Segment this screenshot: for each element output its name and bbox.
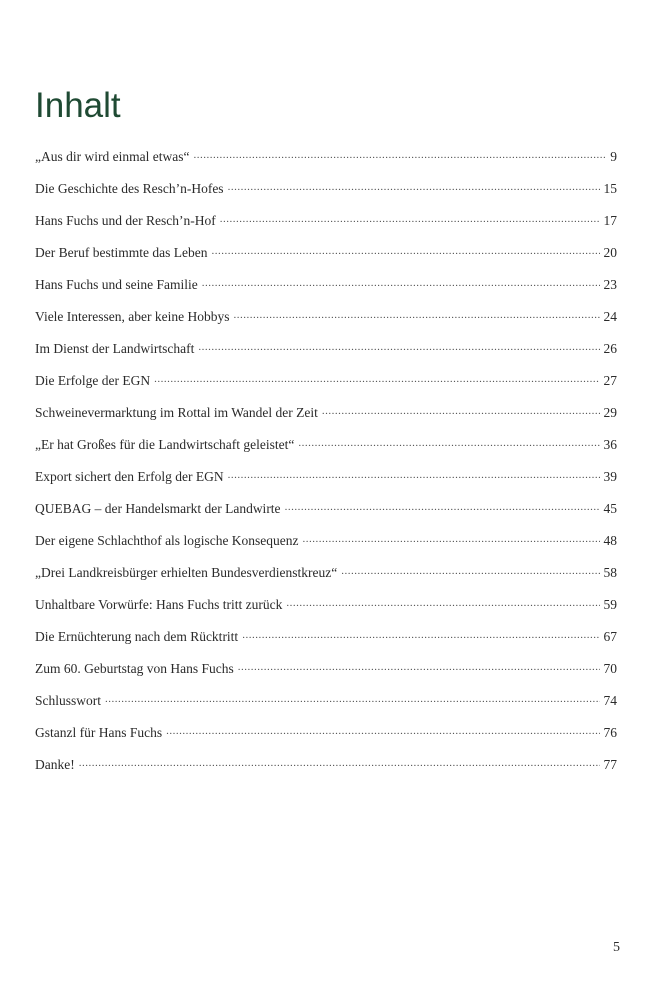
toc-entry [35, 499, 617, 531]
toc-dot-leader [228, 179, 600, 193]
toc-dot-leader [322, 403, 600, 417]
toc-entry-title: Die Geschichte des Resch’n-Hofes [35, 180, 224, 196]
toc-entry-page: 23 [603, 276, 617, 292]
toc-entry-title: Export sichert den Erfolg der EGN [35, 468, 224, 484]
toc-entry-page: 74 [603, 692, 617, 708]
toc-dot-leader [303, 531, 600, 545]
toc-entry-page: 76 [603, 724, 617, 740]
toc-dot-leader [285, 499, 600, 513]
toc-dot-leader [105, 691, 599, 705]
toc-dot-leader [193, 147, 606, 161]
toc-entry-page: 27 [603, 372, 617, 388]
toc-entry-page: 9 [610, 148, 617, 164]
toc-entry-page: 59 [603, 596, 617, 612]
toc-entry-page: 45 [603, 500, 617, 516]
toc-entry [35, 435, 617, 467]
page-number: 5 [613, 940, 620, 955]
toc-entry [35, 339, 617, 371]
toc-entry [35, 627, 617, 659]
toc-entry-title: Danke! [35, 756, 75, 772]
toc-entry-title: Die Ernüchterung nach dem Rücktritt [35, 628, 239, 644]
toc-entry-title: „Er hat Großes für die Landwirtschaft geleistet“ [35, 436, 295, 452]
toc-entry-title: Im Dienst der Landwirtschaft [35, 340, 195, 356]
toc-entry [35, 147, 617, 179]
toc-entry-title: Der Beruf bestimmte das Leben [35, 244, 208, 260]
toc-entry-page: 20 [603, 244, 617, 260]
toc-dot-leader [238, 659, 600, 673]
toc-entry-title: Zum 60. Geburtstag von Hans Fuchs [35, 660, 234, 676]
toc-entry-page: 77 [603, 756, 617, 772]
toc-entry-page: 48 [603, 532, 617, 548]
toc-entry [35, 211, 617, 243]
toc-dot-leader [242, 627, 599, 641]
toc-entry [35, 723, 617, 755]
toc-dot-leader [220, 211, 600, 225]
toc-dot-leader [341, 563, 599, 577]
toc-dot-leader [298, 435, 599, 449]
toc-entry-page: 15 [603, 180, 617, 196]
toc-entry [35, 755, 617, 787]
toc-entry [35, 403, 617, 435]
toc-entry [35, 531, 617, 563]
toc-entry-title: „Aus dir wird einmal etwas“ [35, 148, 190, 164]
toc-entry-title: Gstanzl für Hans Fuchs [35, 724, 163, 740]
toc-entry-page: 17 [603, 212, 617, 228]
toc-entry-title: Viele Interessen, aber keine Hobbys [35, 308, 230, 324]
toc-dot-leader [211, 243, 599, 257]
toc-dot-leader [234, 307, 600, 321]
toc-dot-leader [79, 755, 600, 769]
page-title: Inhalt [35, 86, 121, 125]
toc-entry-page: 36 [603, 436, 617, 452]
toc-entry-page: 29 [603, 404, 617, 420]
toc-entry [35, 371, 617, 403]
toc-entry-page: 26 [603, 340, 617, 356]
toc-entry-page: 70 [603, 660, 617, 676]
toc-entry [35, 275, 617, 307]
toc-entry-title: Schlusswort [35, 692, 102, 708]
toc-entry [35, 179, 617, 211]
toc-entry-title: Der eigene Schlachthof als logische Konsequenz [35, 532, 299, 548]
table-of-contents [35, 147, 617, 787]
toc-entry-title: Schweinevermarktung im Rottal im Wandel der Zeit [35, 404, 318, 420]
toc-dot-leader [154, 371, 599, 385]
toc-entry-page: 24 [603, 308, 617, 324]
toc-entry [35, 243, 617, 275]
toc-dot-leader [202, 275, 600, 289]
toc-entry-title: Die Erfolge der EGN [35, 372, 151, 388]
toc-entry-title: Unhaltbare Vorwürfe: Hans Fuchs tritt zurück [35, 596, 283, 612]
toc-dot-leader [198, 339, 599, 353]
toc-entry [35, 595, 617, 627]
toc-entry-page: 58 [603, 564, 617, 580]
toc-entry [35, 467, 617, 499]
toc-entry-title: „Drei Landkreisbürger erhielten Bundesverdienstkreuz“ [35, 564, 338, 580]
toc-entry [35, 307, 617, 339]
toc-entry-page: 39 [603, 468, 617, 484]
toc-entry-title: Hans Fuchs und seine Familie [35, 276, 198, 292]
toc-entry-page: 67 [603, 628, 617, 644]
toc-dot-leader [166, 723, 599, 737]
toc-entry [35, 659, 617, 691]
toc-dot-leader [228, 467, 600, 481]
toc-dot-leader [286, 595, 599, 609]
toc-entry [35, 563, 617, 595]
toc-entry [35, 691, 617, 723]
toc-entry-title: Hans Fuchs und der Resch’n-Hof [35, 212, 216, 228]
toc-entry-title: QUEBAG – der Handelsmarkt der Landwirte [35, 500, 281, 516]
